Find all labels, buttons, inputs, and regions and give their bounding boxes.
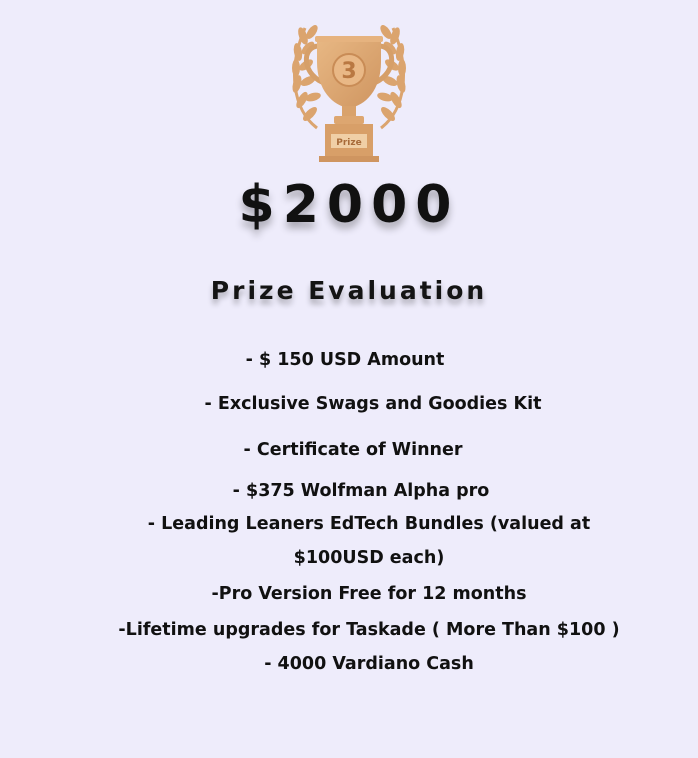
- prize-item: - Certificate of Winner: [243, 440, 463, 460]
- prize-item: -Lifetime upgrades for Taskade ( More Than $100 ): [118, 620, 620, 640]
- prize-amount: $2000: [238, 175, 460, 235]
- prize-item: -Pro Version Free for 12 months: [211, 584, 527, 604]
- prize-item: - Leading Leaners EdTech Bundles (valued at: [147, 514, 591, 534]
- prize-item: - 4000 Vardiano Cash: [264, 654, 474, 674]
- trophy-icon: [279, 10, 419, 165]
- prize-item: $100USD each): [293, 548, 445, 568]
- prize-item: - Exclusive Swags and Goodies Kit: [204, 394, 542, 414]
- prize-item: - $375 Wolfman Alpha pro: [232, 481, 490, 501]
- trophy-rank: 3: [341, 59, 357, 84]
- prize-item: - $ 150 USD Amount: [245, 350, 445, 370]
- trophy-plaque: Prize: [336, 138, 362, 148]
- prize-evaluation-heading: Prize Evaluation: [210, 276, 488, 305]
